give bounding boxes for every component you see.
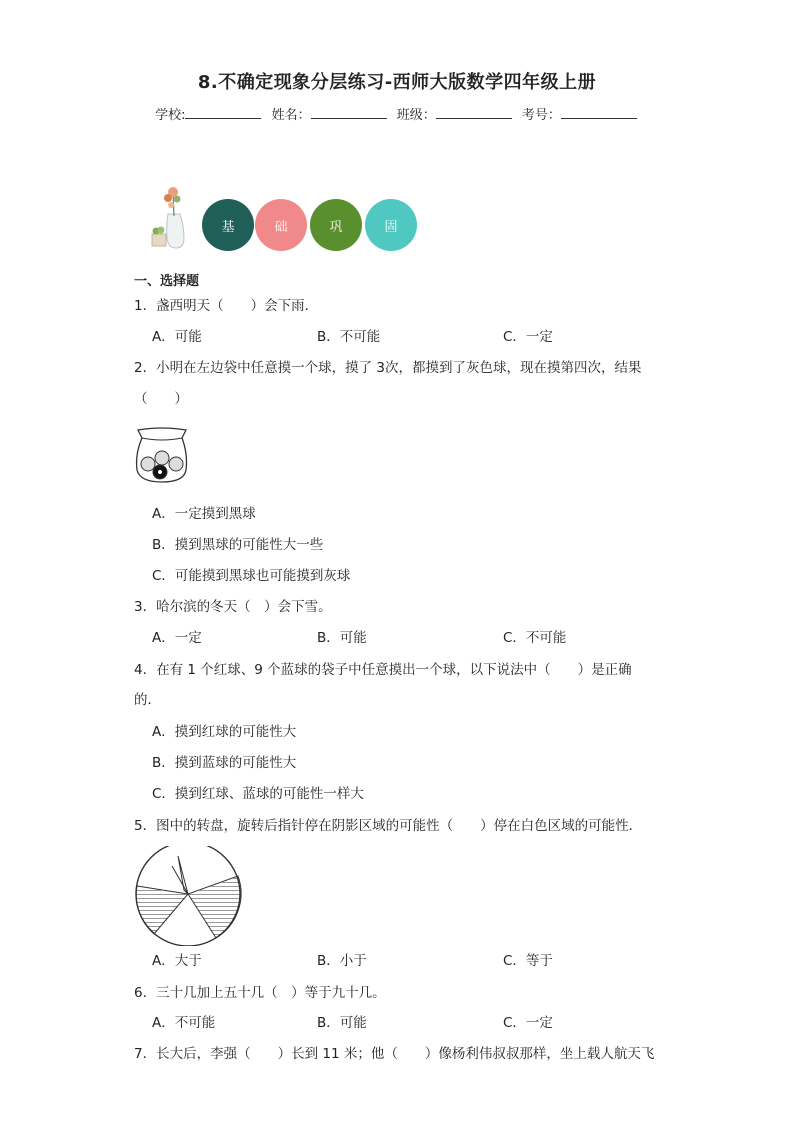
question-5-stem: 5．图中的转盘，旋转后指针停在阴影区域的可能性（ ）停在白色区域的可能性． [134, 818, 643, 834]
question-4-stem-cont: 的． [134, 692, 161, 708]
question-1-option-a[interactable]: A．可能 [152, 329, 202, 345]
question-3-option-b[interactable]: B．可能 [317, 630, 367, 646]
class-blank [436, 106, 512, 119]
question-1-option-b[interactable]: B．不可能 [317, 329, 381, 345]
name-blank [311, 106, 387, 119]
question-7-stem: 7．长大后，李强（ ）长到 11 米；他（ ）像杨利伟叔叔那样，坐上载人航天飞 [134, 1046, 655, 1062]
question-6-stem: 6．三十几加上五十几（ ）等于九十几。 [134, 985, 386, 1001]
question-4-stem: 4．在有 1 个红球、9 个蓝球的袋子中任意摸出一个球，以下说法中（ ）是正确 [134, 662, 632, 678]
banner-circle-ji: 基 [202, 199, 254, 251]
school-label: 学校: [155, 108, 186, 123]
section-title: 一、选择题 [134, 274, 200, 289]
question-2-option-b[interactable]: B．摸到黑球的可能性大一些 [152, 537, 324, 553]
question-4-option-a[interactable]: A．摸到红球的可能性大 [152, 724, 297, 740]
question-3-option-c[interactable]: C．不可能 [503, 630, 567, 646]
question-6-option-b[interactable]: B．可能 [317, 1015, 367, 1031]
question-2-option-a[interactable]: A．一定摸到黑球 [152, 506, 256, 522]
question-4-option-b[interactable]: B．摸到蓝球的可能性大 [152, 755, 297, 771]
question-2-stem-cont: （ ） [134, 391, 188, 407]
school-blank [185, 106, 261, 119]
banner-circle-gu: 固 [365, 199, 417, 251]
question-6-option-c[interactable]: C．一定 [503, 1015, 553, 1031]
question-2-stem: 2．小明在左边袋中任意摸一个球，摸了 3次，都摸到了灰色球，现在摸第四次，结果 [134, 360, 642, 376]
class-label: 班级： [396, 108, 436, 123]
question-3-option-a[interactable]: A．一定 [152, 630, 202, 646]
number-blank [561, 106, 637, 119]
plant-vase-icon [146, 186, 196, 252]
question-3-stem: 3．哈尔滨的冬天（ ）会下雪。 [134, 599, 332, 615]
question-4-option-c[interactable]: C．摸到红球、蓝球的可能性一样大 [152, 786, 364, 802]
question-6-option-a[interactable]: A．不可能 [152, 1015, 216, 1031]
number-label: 考号： [521, 108, 561, 123]
spinner-figure [132, 846, 244, 946]
page-title: 8.不确定现象分层练习-西师大版数学四年级上册 [197, 72, 597, 93]
question-1-stem: 1．盏西明天（ ）会下雨． [134, 298, 319, 314]
question-5-option-c[interactable]: C．等于 [503, 953, 553, 969]
ball-bag-figure [132, 424, 192, 486]
question-1-option-c[interactable]: C．一定 [503, 329, 553, 345]
banner-circle-chu: 础 [255, 199, 307, 251]
banner-circle-gong: 巩 [310, 199, 362, 251]
name-label: 姓名： [271, 108, 311, 123]
question-2-option-c[interactable]: C．可能摸到黑球也可能摸到灰球 [152, 568, 351, 584]
student-info-line [0, 104, 794, 123]
question-5-option-b[interactable]: B．小于 [317, 953, 367, 969]
question-5-option-a[interactable]: A．大于 [152, 953, 202, 969]
